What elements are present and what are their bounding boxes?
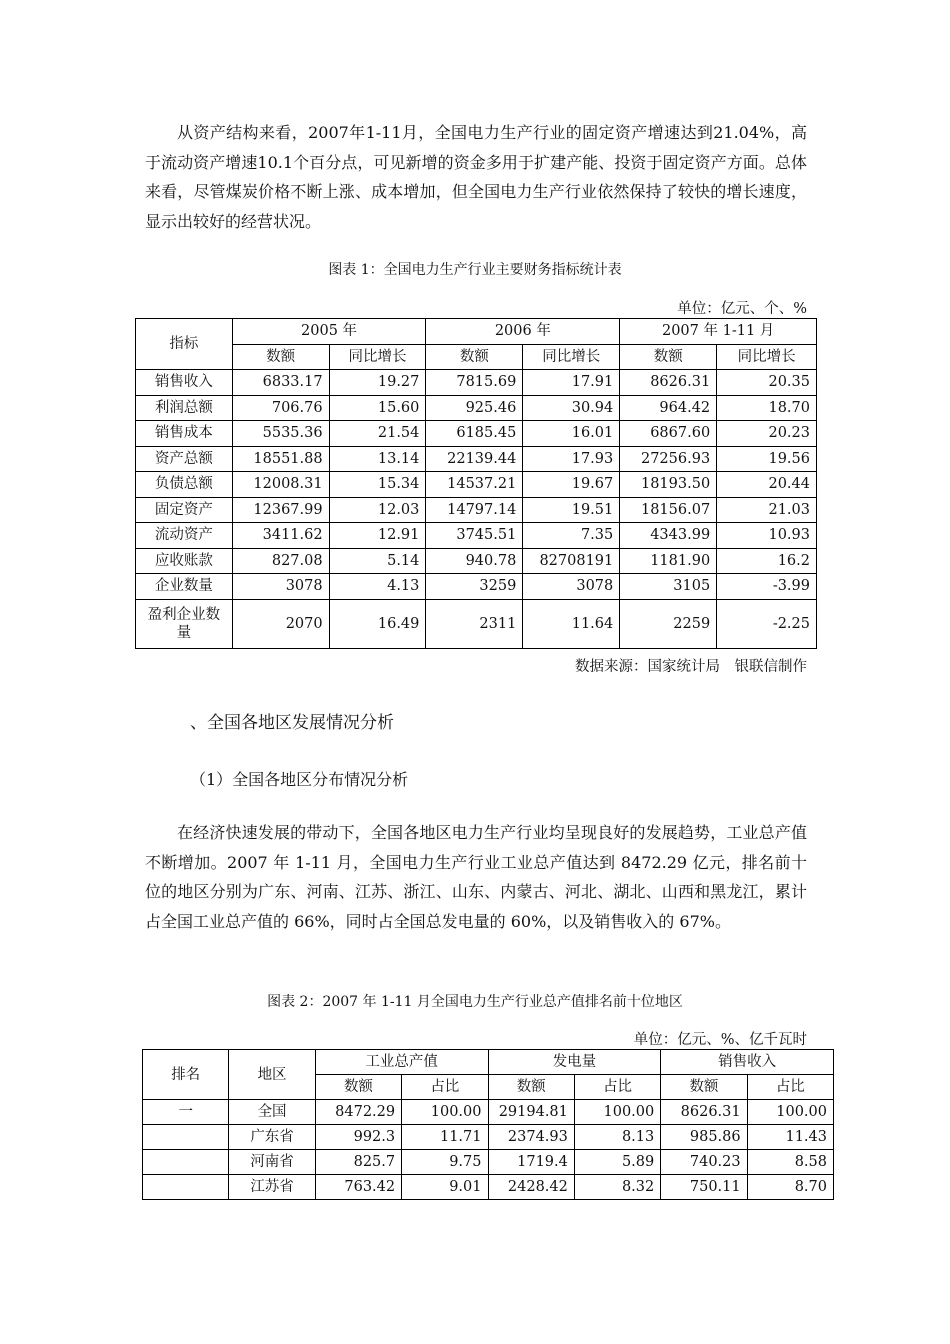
table-cell: 100.00 <box>402 1100 488 1125</box>
table-cell: 7.35 <box>523 523 620 549</box>
sub-header: 同比增长 <box>523 344 620 370</box>
table-row <box>143 1125 834 1150</box>
row-label: 盈利企业数量 <box>136 599 233 648</box>
table-cell: 17.91 <box>523 370 620 396</box>
table-cell: 7815.69 <box>426 370 523 396</box>
header-industrial-output: 工业总产值 <box>315 1050 488 1075</box>
table-cell: 763.42 <box>315 1175 401 1200</box>
table-cell: 985.86 <box>661 1125 747 1150</box>
table-cell: 827.08 <box>232 548 329 574</box>
table-cell: 5535.36 <box>232 421 329 447</box>
table-cell: -2.25 <box>717 599 817 648</box>
table-cell: 6185.45 <box>426 421 523 447</box>
table-cell: 8472.29 <box>315 1100 401 1125</box>
table-cell: 19.27 <box>329 370 426 396</box>
table-cell: 925.46 <box>426 395 523 421</box>
table-cell: 21.03 <box>717 497 817 523</box>
table-cell: 2374.93 <box>488 1125 574 1150</box>
header-year-2005: 2005 年 <box>232 319 426 345</box>
row-label: 负债总额 <box>136 472 233 498</box>
table-cell: 19.67 <box>523 472 620 498</box>
region-cell: 江苏省 <box>229 1175 315 1200</box>
table-cell: 18.70 <box>717 395 817 421</box>
header-indicator: 指标 <box>136 319 233 370</box>
table-cell: 2070 <box>232 599 329 648</box>
paragraph-regional-overview: 在经济快速发展的带动下，全国各地区电力生产行业均呈现良好的发展趋势，工业总产值不断增加。2007 年 1-11 月，全国电力生产行业工业总产值达到 8472.29 亿元，排名前十位的地区分别为广东、河南、江苏、浙江、山东、内蒙古、河北、湖北、山西和黑龙江，累计占全国工业总产值的 66%，同时占全国总发电量的 60%，以及销售收入的 67%。 <box>145 823 807 931</box>
table-row <box>136 599 817 648</box>
table-row <box>136 574 817 600</box>
table-cell: 4343.99 <box>620 523 717 549</box>
table-cell: 3745.51 <box>426 523 523 549</box>
table-cell: 750.11 <box>661 1175 747 1200</box>
rank-cell <box>143 1125 229 1150</box>
table-cell: -3.99 <box>717 574 817 600</box>
financial-indicators-table <box>135 318 817 649</box>
table-row <box>143 1150 834 1175</box>
table-cell: 20.44 <box>717 472 817 498</box>
table2-caption: 图表 2：2007 年 1-11 月全国电力生产行业总产值排名前十位地区 <box>267 994 683 1010</box>
row-label: 企业数量 <box>136 574 233 600</box>
table-cell: 100.00 <box>574 1100 660 1125</box>
table-cell: 16.2 <box>717 548 817 574</box>
table-cell: 8626.31 <box>620 370 717 396</box>
table-cell: 12.91 <box>329 523 426 549</box>
sub-header: 同比增长 <box>717 344 817 370</box>
regional-ranking-table <box>142 1049 834 1200</box>
table-cell: 10.93 <box>717 523 817 549</box>
table-cell: 15.34 <box>329 472 426 498</box>
table-cell: 11.71 <box>402 1125 488 1150</box>
sub-header: 数额 <box>315 1075 401 1100</box>
region-cell: 全国 <box>229 1100 315 1125</box>
table-cell: 16.01 <box>523 421 620 447</box>
table-cell: 6867.60 <box>620 421 717 447</box>
table-row <box>143 1175 834 1200</box>
table1-unit: 单位：亿元、个、% <box>677 301 807 317</box>
table-cell: 2428.42 <box>488 1175 574 1200</box>
table-cell: 18551.88 <box>232 446 329 472</box>
table-cell: 940.78 <box>426 548 523 574</box>
table-cell: 3411.62 <box>232 523 329 549</box>
table-cell: 825.7 <box>315 1150 401 1175</box>
table-row <box>136 370 817 396</box>
region-cell: 广东省 <box>229 1125 315 1150</box>
table-cell: 3078 <box>523 574 620 600</box>
table-row <box>136 421 817 447</box>
header-region: 地区 <box>229 1050 315 1100</box>
table-cell: 18193.50 <box>620 472 717 498</box>
table-cell: 13.14 <box>329 446 426 472</box>
table2-body <box>143 1100 834 1200</box>
table-cell: 14797.14 <box>426 497 523 523</box>
table-cell: 2311 <box>426 599 523 648</box>
table-cell: 9.01 <box>402 1175 488 1200</box>
table-cell: 12008.31 <box>232 472 329 498</box>
table1-body <box>136 370 817 649</box>
table-cell: 12.03 <box>329 497 426 523</box>
sub-header: 数额 <box>620 344 717 370</box>
table-cell: 706.76 <box>232 395 329 421</box>
row-label: 销售收入 <box>136 370 233 396</box>
sub-header: 数额 <box>488 1075 574 1100</box>
table-cell: 21.54 <box>329 421 426 447</box>
table-cell: 8.58 <box>747 1150 833 1175</box>
table-cell: 3078 <box>232 574 329 600</box>
region-cell: 河南省 <box>229 1150 315 1175</box>
sub-header: 同比增长 <box>329 344 426 370</box>
row-label: 固定资产 <box>136 497 233 523</box>
table-cell: 19.51 <box>523 497 620 523</box>
table-cell: 740.23 <box>661 1150 747 1175</box>
table-cell: 8626.31 <box>661 1100 747 1125</box>
table-cell: 12367.99 <box>232 497 329 523</box>
section-heading: 、全国各地区发展情况分析 <box>190 713 394 733</box>
table-cell: 8.13 <box>574 1125 660 1150</box>
rank-cell <box>143 1150 229 1175</box>
table-cell: 4.13 <box>329 574 426 600</box>
row-label: 流动资产 <box>136 523 233 549</box>
table-row <box>136 395 817 421</box>
rank-cell: 一 <box>143 1100 229 1125</box>
row-label: 资产总额 <box>136 446 233 472</box>
table-cell: 3259 <box>426 574 523 600</box>
table-cell: 1181.90 <box>620 548 717 574</box>
table-cell: 8.32 <box>574 1175 660 1200</box>
table-row <box>136 497 817 523</box>
paragraph-asset-structure: 从资产结构来看，2007年1-11月，全国电力生产行业的固定资产增速达到21.04%，高于流动资产增速10.1个百分点，可见新增的资金多用于扩建产能、投资于固定资产方面。总体来看，尽管煤炭价格不断上涨、成本增加，但全国电力生产行业依然保持了较快的增长速度，显示出较好的经营状况。 <box>145 123 807 231</box>
table-cell: 14537.21 <box>426 472 523 498</box>
header-year-2006: 2006 年 <box>426 319 620 345</box>
table-row <box>136 472 817 498</box>
table-cell: 20.23 <box>717 421 817 447</box>
sub-header: 数额 <box>661 1075 747 1100</box>
table-cell: 100.00 <box>747 1100 833 1125</box>
sub-header: 占比 <box>747 1075 833 1100</box>
sub-header: 数额 <box>232 344 329 370</box>
row-label: 销售成本 <box>136 421 233 447</box>
header-year-2007: 2007 年 1-11 月 <box>620 319 817 345</box>
table-row <box>136 548 817 574</box>
table-row <box>136 446 817 472</box>
table-cell: 992.3 <box>315 1125 401 1150</box>
subsection-heading: （1）全国各地区分布情况分析 <box>190 770 409 789</box>
table-cell: 11.64 <box>523 599 620 648</box>
table-cell: 22139.44 <box>426 446 523 472</box>
table-cell: 16.49 <box>329 599 426 648</box>
table-cell: 18156.07 <box>620 497 717 523</box>
table1-caption: 图表 1：全国电力生产行业主要财务指标统计表 <box>328 262 622 278</box>
table-cell: 27256.93 <box>620 446 717 472</box>
table-cell: 9.75 <box>402 1150 488 1175</box>
table-cell: 20.35 <box>717 370 817 396</box>
table-cell: 17.93 <box>523 446 620 472</box>
sub-header: 占比 <box>574 1075 660 1100</box>
table-cell: 19.56 <box>717 446 817 472</box>
table-cell: 964.42 <box>620 395 717 421</box>
table2-unit: 单位：亿元、%、亿千瓦时 <box>633 1032 807 1048</box>
header-sales-revenue: 销售收入 <box>661 1050 834 1075</box>
table-cell: 82708191 <box>523 548 620 574</box>
row-label: 应收账款 <box>136 548 233 574</box>
table-cell: 2259 <box>620 599 717 648</box>
table-cell: 3105 <box>620 574 717 600</box>
table-cell: 1719.4 <box>488 1150 574 1175</box>
sub-header: 占比 <box>402 1075 488 1100</box>
header-power-generation: 发电量 <box>488 1050 661 1075</box>
table-cell: 5.14 <box>329 548 426 574</box>
row-label: 利润总额 <box>136 395 233 421</box>
table-cell: 5.89 <box>574 1150 660 1175</box>
table-row <box>136 523 817 549</box>
table-cell: 11.43 <box>747 1125 833 1150</box>
table1-source: 数据来源：国家统计局 银联信制作 <box>575 659 807 675</box>
table-cell: 6833.17 <box>232 370 329 396</box>
sub-header: 数额 <box>426 344 523 370</box>
rank-cell <box>143 1175 229 1200</box>
table-cell: 15.60 <box>329 395 426 421</box>
table-cell: 8.70 <box>747 1175 833 1200</box>
table-cell: 30.94 <box>523 395 620 421</box>
table-row <box>143 1100 834 1125</box>
table-cell: 29194.81 <box>488 1100 574 1125</box>
header-rank: 排名 <box>143 1050 229 1100</box>
